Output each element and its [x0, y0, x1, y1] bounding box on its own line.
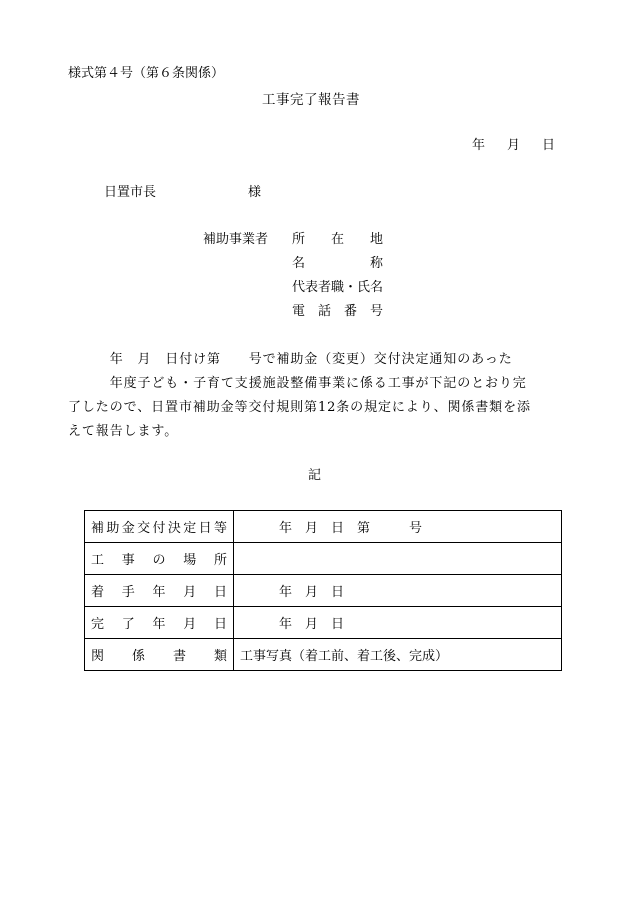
table-row [85, 575, 562, 607]
date-month: 月 [507, 138, 521, 153]
report-body [68, 348, 568, 444]
body-line: 年度子ども・子育て支援施設整備事業に係る工事が下記のとおり完 [68, 376, 527, 391]
row-label: 関係書類 [85, 639, 234, 671]
table-row [85, 639, 562, 671]
row-value: 工事写真（着工前、着工後、完成） [234, 639, 562, 671]
applicant-field-name: 名 称 [292, 256, 384, 271]
applicant-field-representative: 代表者職・氏名 [292, 280, 384, 295]
row-label: 着手年月日 [85, 575, 234, 607]
table-row [85, 543, 562, 575]
date-day: 日 [542, 138, 556, 153]
row-value: 年 月 日 [234, 607, 562, 639]
row-value [234, 543, 562, 575]
body-line: えて報告します。 [68, 424, 179, 439]
body-line: 了したので、日置市補助金等交付規則第12条の規定により、関係書類を添 [68, 400, 531, 415]
section-mark: 記 [308, 468, 322, 483]
form-number: 様式第４号（第６条関係） [68, 66, 225, 81]
document-title: 工事完了報告書 [262, 92, 360, 108]
applicant-label: 補助事業者 [203, 232, 269, 247]
report-table [84, 510, 562, 671]
row-value: 年 月 日 第 号 [234, 511, 562, 543]
body-line: 年 月 日付け第 号で補助金（変更）交付決定通知のあった [68, 352, 513, 367]
row-label: 工事の場所 [85, 543, 234, 575]
addressee-honorific: 様 [248, 185, 262, 200]
table-row [85, 511, 562, 543]
row-value: 年 月 日 [234, 575, 562, 607]
date-year: 年 [472, 138, 486, 153]
addressee-name: 日置市長 [104, 185, 157, 200]
table-row [85, 607, 562, 639]
applicant-field-phone: 電 話 番 号 [292, 304, 384, 319]
applicant-field-address: 所 在 地 [292, 232, 384, 247]
row-label: 補助金交付決定日等 [85, 511, 234, 543]
row-label: 完了年月日 [85, 607, 234, 639]
submission-date [472, 138, 555, 154]
